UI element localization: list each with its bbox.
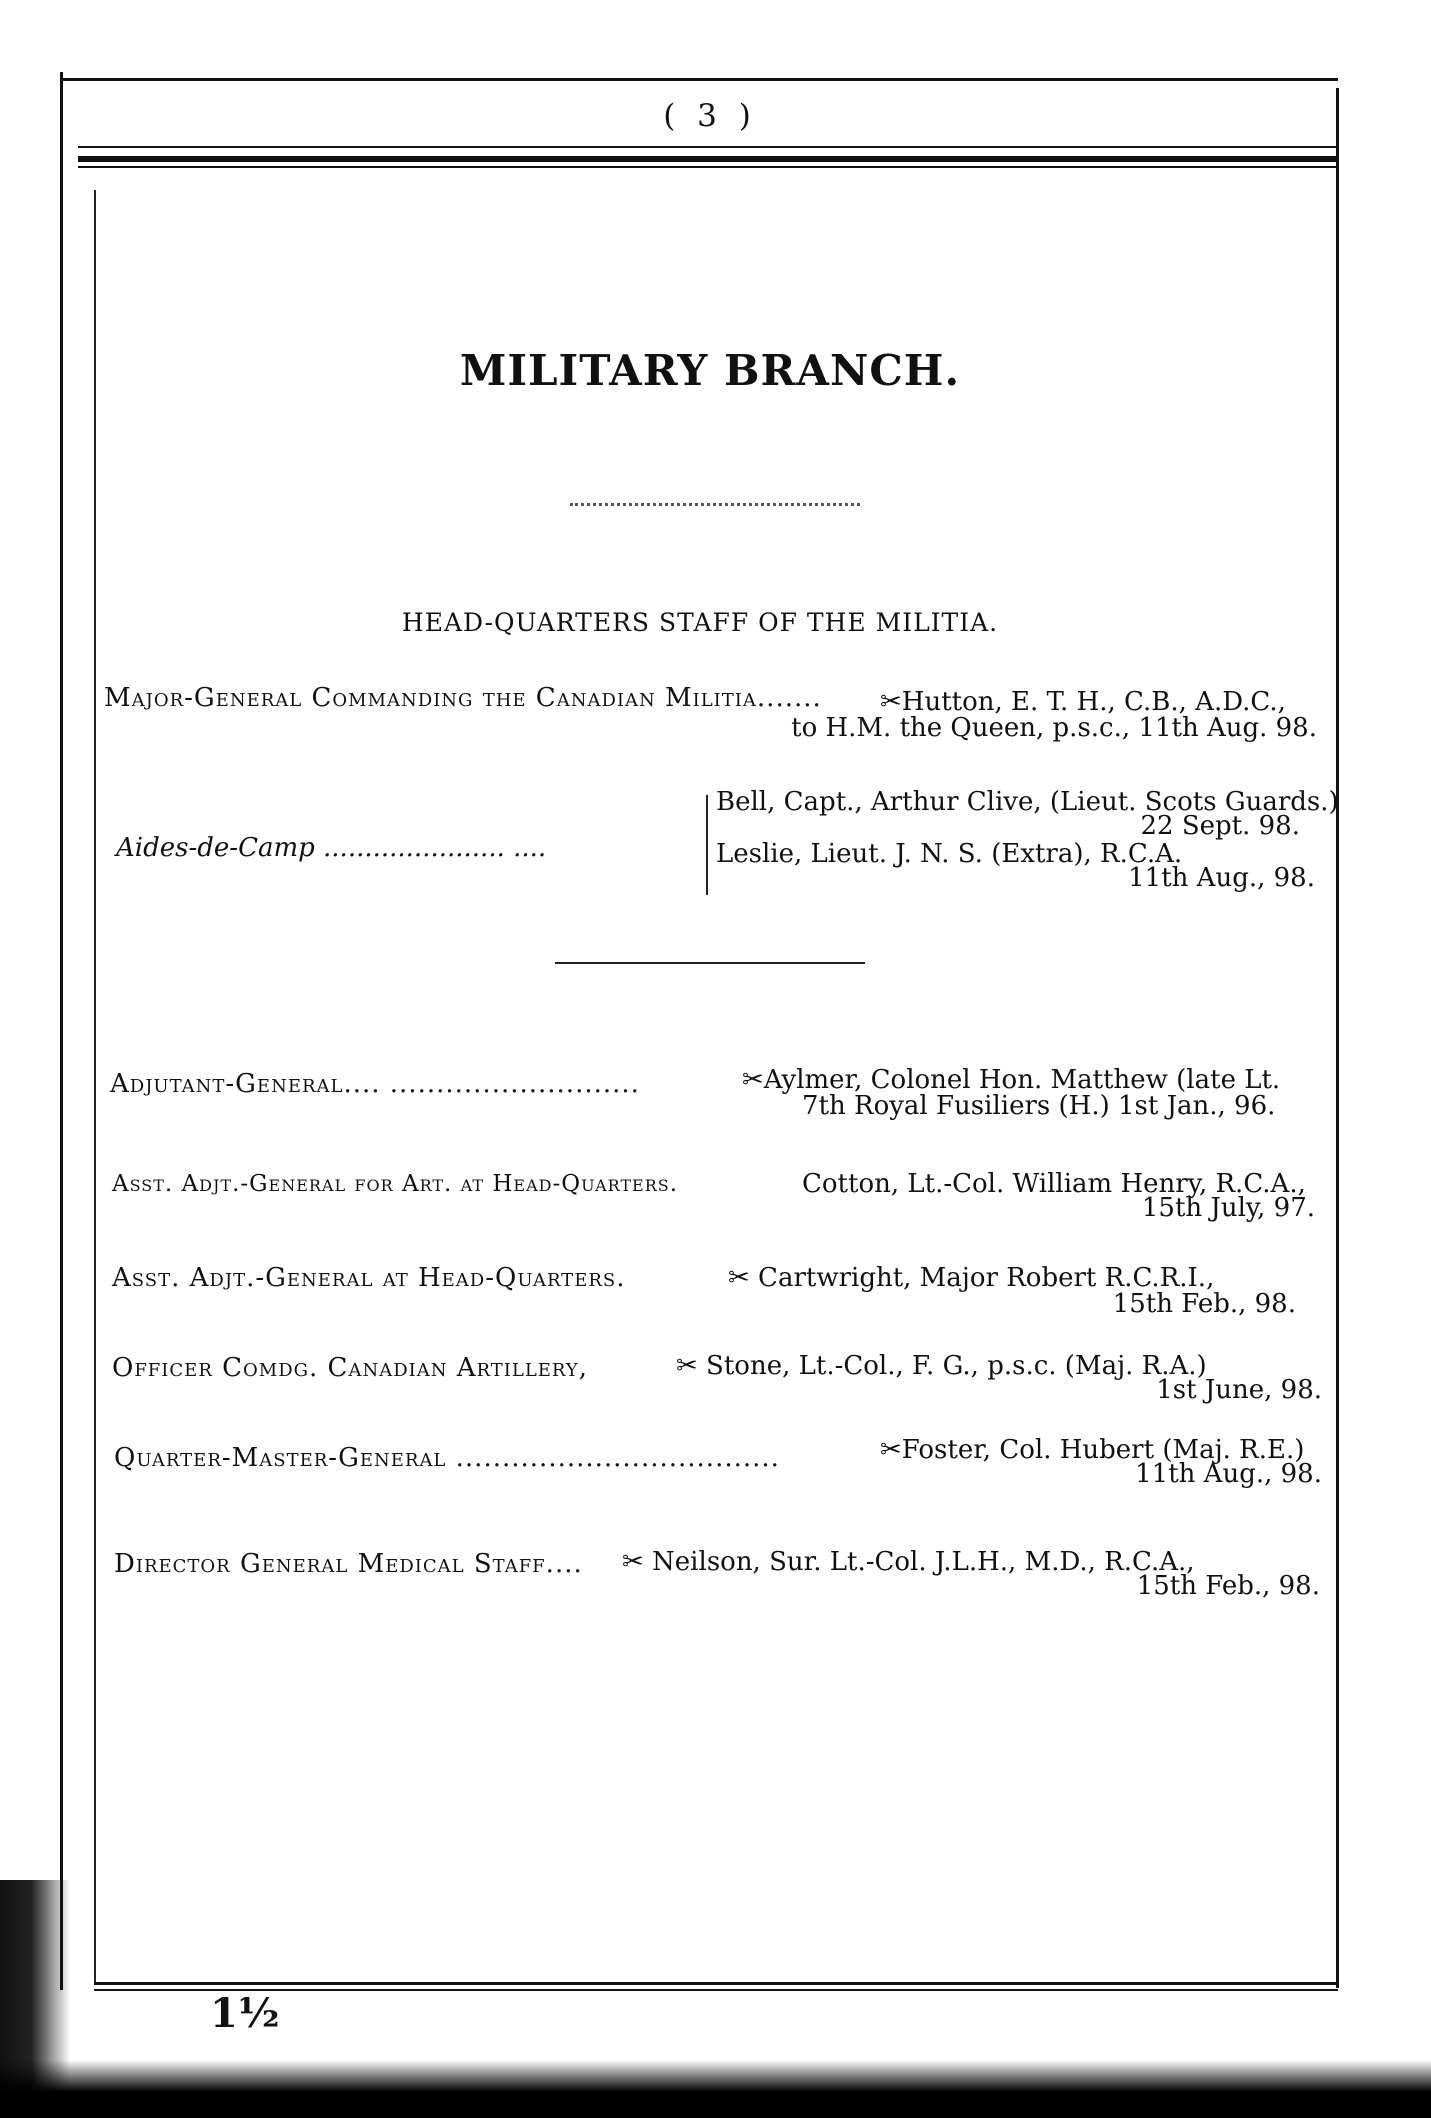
page-title: MILITARY BRANCH. [459,346,961,395]
frame-bottom-border-double [94,1989,1338,1991]
officer-artillery-detail: 1st June, 98. [1156,1375,1322,1405]
asst-adjt-detail: 15th Feb., 98. [1112,1289,1296,1319]
aides-first-date: 22 Sept. 98. [1140,811,1300,841]
quarter-master-label: Quarter-Master-General ................................... [114,1443,780,1473]
header-rule-bottom [78,166,1336,168]
quarter-master-detail: 11th Aug., 98. [1135,1459,1322,1489]
frame-bottom-border [94,1982,1338,1985]
adjutant-general-name: ✂Aylmer, Colonel Hon. Matthew (late Lt. [742,1065,1281,1095]
section-divider [555,962,865,964]
frame-right-border [1336,88,1339,1988]
aides-first-name: Bell, Capt., Arthur Clive, (Lieut. Scots Guards.) [716,787,1339,817]
signature-mark: 1½ [210,1990,280,2037]
adjutant-general-label: Adjutant-General.... ........................... [110,1069,640,1099]
aides-label: Aides-de-Camp ...................... .... [116,833,547,863]
frame-inner-left-border [94,190,96,1983]
adjutant-general-detail: 7th Royal Fusiliers (H.) 1st Jan., 96. [802,1091,1276,1121]
frame-left-border [60,72,63,1990]
scan-bottom-shadow [0,2060,1431,2118]
director-medical-label: Director General Medical Staff.... [114,1549,583,1579]
aides-second-name: Leslie, Lieut. J. N. S. (Extra), R.C.A. [716,839,1183,869]
officer-artillery-label: Officer Comdg. Canadian Artillery, [112,1353,589,1383]
major-general-detail: to H.M. the Queen, p.s.c., 11th Aug. 98. [791,713,1317,743]
asst-adjt-label: Asst. Adjt.-General at Head-Quarters. [112,1263,626,1293]
asst-adjt-art-name: Cotton, Lt.-Col. William Henry, R.C.A., [802,1169,1306,1199]
header-rule-top [78,146,1336,148]
major-general-name: ✂Hutton, E. T. H., C.B., A.D.C., [880,687,1286,717]
asst-adjt-name: ✂ Cartwright, Major Robert R.C.R.I., [728,1263,1215,1293]
director-medical-detail: 15th Feb., 98. [1136,1571,1320,1601]
officer-artillery-name: ✂ Stone, Lt.-Col., F. G., p.s.c. (Maj. R.A.) [676,1351,1207,1381]
header-rule-thick [78,156,1336,162]
asst-adjt-art-label: Asst. Adjt.-General for Art. at Head-Quarters. [112,1171,679,1197]
aides-second-date: 11th Aug., 98. [1128,863,1315,893]
page-number: ( 3 ) [663,98,757,134]
aides-brace [706,795,708,895]
quarter-master-name: ✂Foster, Col. Hubert (Maj. R.E.) [880,1435,1305,1465]
section-subtitle: HEAD-QUARTERS STAFF OF THE MILITIA. [401,608,999,637]
frame-top-border [62,78,1338,81]
major-general-label: Major-General Commanding the Canadian Militia....... [104,683,822,713]
asst-adjt-art-detail: 15th July, 97. [1141,1193,1315,1223]
decorative-ornament [570,503,860,506]
director-medical-name: ✂ Neilson, Sur. Lt.-Col. J.L.H., M.D., R.C.A., [622,1547,1195,1577]
